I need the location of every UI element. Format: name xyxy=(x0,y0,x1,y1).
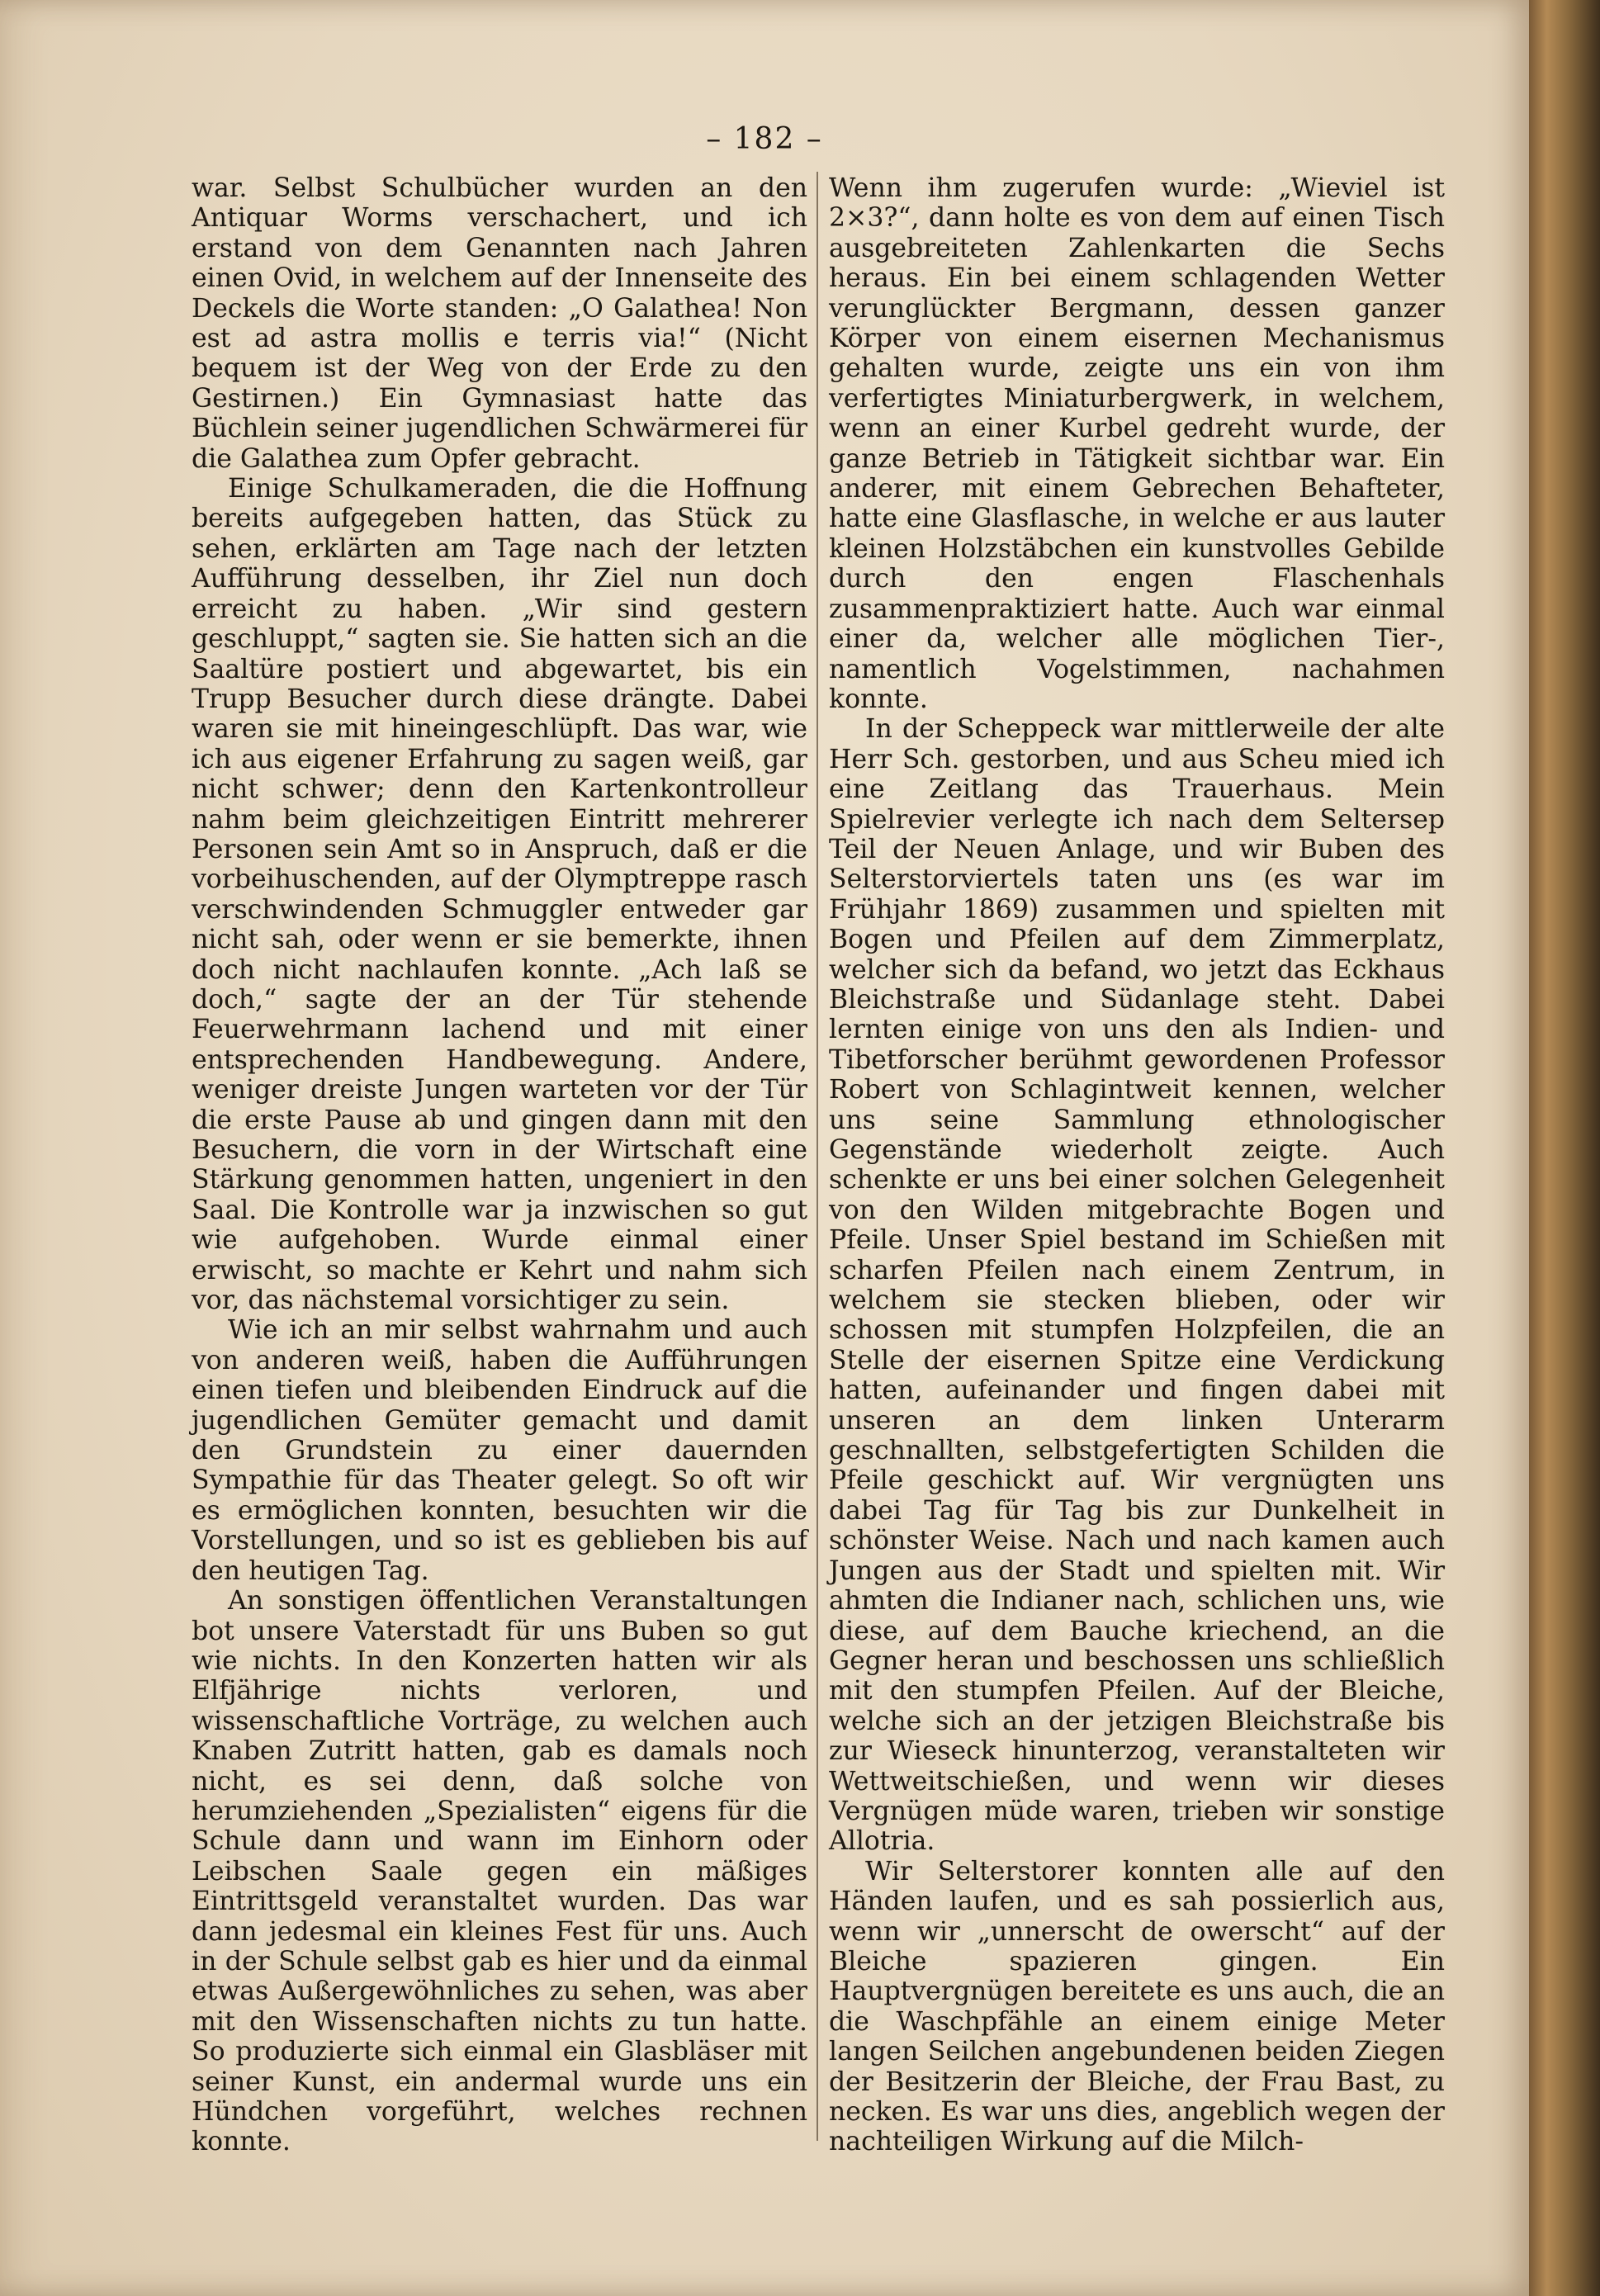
book-binding-edge xyxy=(1529,0,1600,2296)
paragraph: Einige Schulkameraden, die die Hoffnung bereits aufgegeben hatten, das Stück zu sehen, erklärten am Tage nach der letzten Aufführung desselben, ihr Ziel nun doch erreicht zu haben. „Wir sind gestern geschluppt,“ sagten sie. Sie hatten sich an die Saaltüre postiert und abgewartet, bis ein Trupp Besucher durch diese drängte. Dabei waren sie mit hineingeschlüpft. Das war, wie ich aus eigener Erfahrung zu sagen weiß, gar nicht schwer; denn den Kartenkontrolleur nahm beim gleichzeitigen Eintritt mehrerer Personen sein Amt so in Anspruch, daß er die vorbeihuschenden, auf der Olymptreppe rasch verschwindenden Schmuggler entweder gar nicht sah, oder wenn er sie bemerkte, ihnen doch nicht nachlaufen konnte. „Ach laß se doch,“ sagte der an der Tür stehende Feuerwehrmann lachend und mit einer entsprechenden Handbewegung. Andere, weniger dreiste Jungen warteten vor der Tür die erste Pause ab und gingen dann mit den Besuchern, die vorn in der Wirtschaft eine Stärkung genommen hatten, ungeniert in den Saal. Die Kontrolle war ja inzwischen so gut wie aufgehoben. Wurde einmal einer erwischt, so machte er Kehrt und nahm sich vor, das nächstemal vorsichtiger zu sein. xyxy=(192,474,807,1316)
paragraph: An sonstigen öffentlichen Veranstaltungen bot unsere Vaterstadt für uns Buben so gut wie nichts. In den Konzerten hatten wir als Elfjährige nichts verloren, und wissenschaftliche Vorträge, zu welchen auch Knaben Zutritt hatten, gab es damals noch nicht, es sei denn, daß solche von herumziehenden „Spezialisten“ eigens für die Schule dann und wann im Einhorn oder Leibschen Saale gegen ein mäßiges Eintrittsgeld veranstaltet wurden. Das war dann jedesmal ein kleines Fest für uns. Auch in der Schule selbst gab es hier und da einmal etwas Außergewöhnliches zu sehen, was aber mit den Wissenschaften nichts zu tun hatte. So produzierte sich einmal ein Glasbläser mit seiner Kunst, ein andermal wurde uns ein Hündchen vorgeführt, welches rechnen konnte. xyxy=(192,1586,807,2157)
column-divider xyxy=(817,172,818,2141)
right-column xyxy=(829,173,1445,2157)
paragraph: In der Scheppeck war mittlerweile der alte Herr Sch. gestorben, und aus Scheu mied ich eine Zeitlang das Trauerhaus. Mein Spielrevier verlegte ich nach dem Seltersер Teil der Neuen Anlage, und wir Buben des Selterstorviertels taten uns (es war im Frühjahr 1869) zusammen und spielten mit Bogen und Pfeilen auf dem Zimmerplatz, welcher sich da befand, wo jetzt das Eckhaus Bleichstraße und Südanlage steht. Dabei lernten einige von uns den als Indien- und Tibetforscher berühmt gewordenen Professor Robert von Schlagintweit kennen, welcher uns seine Sammlung ethnologischer Gegenstände wiederholt zeigte. Auch schenkte er uns bei einer solchen Gelegenheit von den Wilden mitgebrachte Bogen und Pfeile. Unser Spiel bestand im Schießen mit scharfen Pfeilen nach einem Zentrum, in welchem sie stecken blieben, oder wir schossen mit stumpfen Holzpfeilen, die an Stelle der eisernen Spitze eine Verdickung hatten, aufeinander und fingen dabei mit unseren an dem linken Unterarm geschnallten, selbstgefertigten Schilden die Pfeile geschickt auf. Wir vergnügten uns dabei Tag für Tag bis zur Dunkelheit in schönster Weise. Nach und nach kamen auch Jungen aus der Stadt und spielten mit. Wir ahmten die Indianer nach, schlichen uns, wie diese, auf dem Bauche kriechend, an die Gegner heran und beschossen uns schließlich mit den stumpfen Pfeilen. Auf der Bleiche, welche sich an der jetzigen Bleichstraße bis zur Wieseck hinunterzog, veranstalteten wir Wettweitschießen, und wenn wir dieses Vergnügen müde waren, trieben wir sonstige Allotria. xyxy=(829,714,1445,1857)
paragraph: Wie ich an mir selbst wahrnahm und auch von anderen weiß, haben die Aufführungen einen tiefen und bleibenden Eindruck auf die jugendlichen Gemüter gemacht und damit den Grundstein zu einer dauernden Sympathie für das Theater gelegt. So oft wir es ermöglichen konnten, besuchten wir die Vorstellungen, und so ist es geblieben bis auf den heutigen Tag. xyxy=(192,1315,807,1586)
left-column xyxy=(192,173,807,2157)
page-number: – 182 – xyxy=(706,122,823,156)
paragraph: war. Selbst Schulbücher wurden an den Antiquar Worms verschachert, und ich erstand von dem Genannten nach Jahren einen Ovid, in welchem auf der Innenseite des Deckels die Worte standen: „O Galathea! Non est ad astra mollis e terris via!“ (Nicht bequem ist der Weg von der Erde zu den Gestirnen.) Ein Gymnasiast hatte das Büchlein seiner jugendlichen Schwärmerei für die Galathea zum Opfer gebracht. xyxy=(192,173,807,474)
paragraph: Wenn ihm zugerufen wurde: „Wieviel ist 2×3?“, dann holte es von dem auf einen Tisch ausgebreiteten Zahlenkarten die Sechs heraus. Ein bei einem schlagenden Wetter verunglückter Bergmann, dessen ganzer Körper von einem eisernen Mechanismus gehalten wurde, zeigte uns ein von ihm verfertigtes Miniaturbergwerk, in welchem, wenn an einer Kurbel gedreht wurde, der ganze Betrieb in Tätigkeit sichtbar war. Ein anderer, mit einem Gebrechen Behafteter, hatte eine Glasflasche, in welche er aus lauter kleinen Holzstäbchen ein kunstvolles Gebilde durch den engen Flaschenhals zusammenpraktiziert hatte. Auch war einmal einer da, welcher alle möglichen Tier-, namentlich Vogelstimmen, nachahmen konnte. xyxy=(829,173,1445,714)
paragraph: Wir Selterstorer konnten alle auf den Händen laufen, und es sah possierlich aus, wenn wir „unnerscht de owerscht“ auf der Bleiche spazieren gingen. Ein Hauptvergnügen bereitete es uns auch, die an die Waschpfähle an einem einige Meter langen Seilchen angebundenen beiden Ziegen der Besitzerin der Bleiche, der Frau Bast, zu necken. Es war uns dies, angeblich wegen der nachteiligen Wirkung auf die Milch- xyxy=(829,1856,1445,2157)
